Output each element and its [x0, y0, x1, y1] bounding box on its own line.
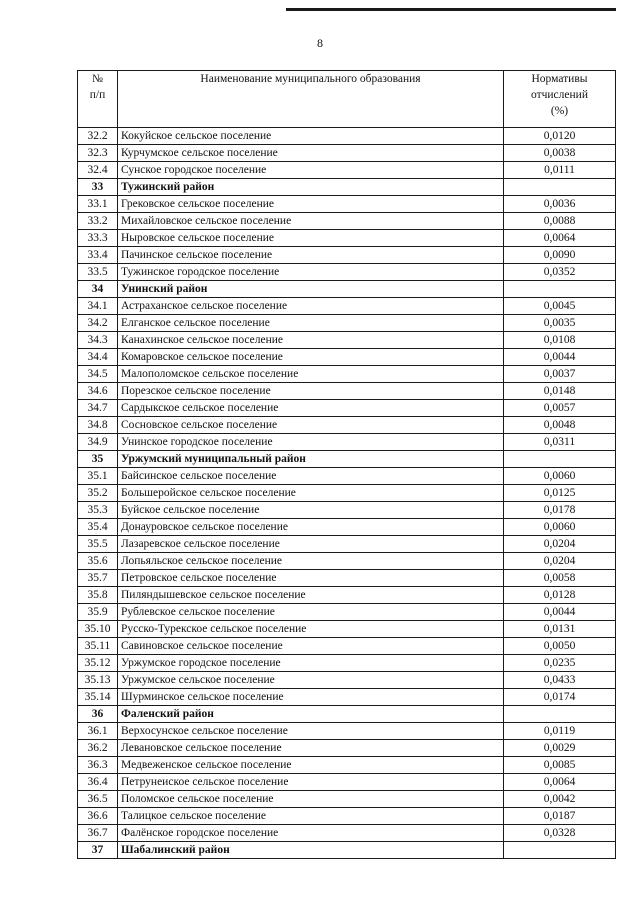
- row-number: 35.12: [78, 655, 118, 672]
- table-row: [78, 502, 616, 519]
- municipality-name: Фалёнское городское поселение: [118, 825, 504, 842]
- row-number: 33: [78, 179, 118, 196]
- row-number: 35: [78, 451, 118, 468]
- normative-value: 0,0035: [504, 315, 616, 332]
- municipality-name: Донауровское сельское поселение: [118, 519, 504, 536]
- row-number: 35.14: [78, 689, 118, 706]
- municipality-name: Малополомское сельское поселение: [118, 366, 504, 383]
- normative-value: [504, 281, 616, 298]
- table-row: [78, 162, 616, 179]
- municipality-name: Грековское сельское поселение: [118, 196, 504, 213]
- header-number-sign: №: [92, 73, 103, 85]
- row-number: 36.6: [78, 808, 118, 825]
- table-row: [78, 332, 616, 349]
- normative-value: 0,0064: [504, 774, 616, 791]
- normatives-table: [77, 70, 616, 859]
- table-row: [78, 383, 616, 400]
- row-number: 35.9: [78, 604, 118, 621]
- normative-value: 0,0174: [504, 689, 616, 706]
- normative-value: 0,0111: [504, 162, 616, 179]
- normative-value: 0,0088: [504, 213, 616, 230]
- normative-value: 0,0058: [504, 570, 616, 587]
- table-row: [78, 638, 616, 655]
- table-row: [78, 621, 616, 638]
- district-row: [78, 842, 616, 859]
- normative-value: 0,0204: [504, 536, 616, 553]
- municipality-name: Савиновское сельское поселение: [118, 638, 504, 655]
- normative-value: 0,0090: [504, 247, 616, 264]
- row-number: 34.4: [78, 349, 118, 366]
- normative-value: 0,0128: [504, 587, 616, 604]
- row-number: 36.2: [78, 740, 118, 757]
- row-number: 34: [78, 281, 118, 298]
- row-number: 35.1: [78, 468, 118, 485]
- normative-value: 0,0235: [504, 655, 616, 672]
- table-row: [78, 366, 616, 383]
- normative-value: 0,0048: [504, 417, 616, 434]
- municipality-name: Левановское сельское поселение: [118, 740, 504, 757]
- row-number: 34.6: [78, 383, 118, 400]
- municipality-name: Лазаревское сельское поселение: [118, 536, 504, 553]
- municipality-name: Рублевское сельское поселение: [118, 604, 504, 621]
- municipality-name: Поломское сельское поселение: [118, 791, 504, 808]
- row-number: 34.9: [78, 434, 118, 451]
- municipality-name: Астраханское сельское поселение: [118, 298, 504, 315]
- row-number: 36.4: [78, 774, 118, 791]
- row-number: 33.4: [78, 247, 118, 264]
- normative-value: [504, 706, 616, 723]
- municipality-name: Порезское сельское поселение: [118, 383, 504, 400]
- row-number: 37: [78, 842, 118, 859]
- table-row: [78, 774, 616, 791]
- municipality-name: Пачинское сельское поселение: [118, 247, 504, 264]
- normative-value: 0,0036: [504, 196, 616, 213]
- page-number: 8: [317, 36, 323, 50]
- normative-value: 0,0060: [504, 519, 616, 536]
- table-row: [78, 791, 616, 808]
- row-number: 35.3: [78, 502, 118, 519]
- row-number: 32.3: [78, 145, 118, 162]
- header-normatives-line3: (%): [550, 105, 569, 117]
- municipality-name: Михайловское сельское поселение: [118, 213, 504, 230]
- normative-value: 0,0433: [504, 672, 616, 689]
- municipality-name: Кокуйское сельское поселение: [118, 128, 504, 145]
- row-number: 34.5: [78, 366, 118, 383]
- normative-value: [504, 179, 616, 196]
- row-number: 34.1: [78, 298, 118, 315]
- district-name: Уржумский муниципальный район: [118, 451, 504, 468]
- row-number: 35.6: [78, 553, 118, 570]
- normative-value: 0,0178: [504, 502, 616, 519]
- normative-value: 0,0029: [504, 740, 616, 757]
- normative-value: 0,0352: [504, 264, 616, 281]
- municipality-name: Курчумское сельское поселение: [118, 145, 504, 162]
- top-rule: [286, 8, 616, 11]
- municipality-name: Комаровское сельское поселение: [118, 349, 504, 366]
- table-row: [78, 553, 616, 570]
- municipality-name: Петровское сельское поселение: [118, 570, 504, 587]
- table-row: [78, 264, 616, 281]
- row-number: 34.7: [78, 400, 118, 417]
- row-number: 33.1: [78, 196, 118, 213]
- row-number: 36.7: [78, 825, 118, 842]
- municipality-name: Буйское сельское поселение: [118, 502, 504, 519]
- municipality-name: Уржумское сельское поселение: [118, 672, 504, 689]
- normative-value: 0,0187: [504, 808, 616, 825]
- table-row: [78, 400, 616, 417]
- table-row: [78, 689, 616, 706]
- row-number: 35.7: [78, 570, 118, 587]
- normative-value: 0,0311: [504, 434, 616, 451]
- table-row: [78, 570, 616, 587]
- normative-value: 0,0042: [504, 791, 616, 808]
- district-name: Шабалинский район: [118, 842, 504, 859]
- row-number: 35.5: [78, 536, 118, 553]
- district-name: Тужинский район: [118, 179, 504, 196]
- table-row: [78, 196, 616, 213]
- normative-value: 0,0328: [504, 825, 616, 842]
- municipality-name: Уржумское городское поселение: [118, 655, 504, 672]
- row-number: 35.8: [78, 587, 118, 604]
- row-number: 35.13: [78, 672, 118, 689]
- row-number: 33.5: [78, 264, 118, 281]
- municipality-name: Тужинское городское поселение: [118, 264, 504, 281]
- normative-value: [504, 451, 616, 468]
- municipality-name: Сардыкское сельское поселение: [118, 400, 504, 417]
- table-row: [78, 315, 616, 332]
- normative-value: 0,0204: [504, 553, 616, 570]
- header-normatives-line2: отчислений: [531, 89, 588, 101]
- normative-value: 0,0050: [504, 638, 616, 655]
- district-row: [78, 179, 616, 196]
- municipality-name: Байсинское сельское поселение: [118, 468, 504, 485]
- table-row: [78, 536, 616, 553]
- row-number: 35.4: [78, 519, 118, 536]
- municipality-name: Верхосунское сельское поселение: [118, 723, 504, 740]
- table-row: [78, 808, 616, 825]
- municipality-name: Талицкое сельское поселение: [118, 808, 504, 825]
- normative-value: 0,0108: [504, 332, 616, 349]
- table-row: [78, 298, 616, 315]
- district-row: [78, 706, 616, 723]
- municipality-name: Русско-Турекское сельское поселение: [118, 621, 504, 638]
- normative-value: 0,0064: [504, 230, 616, 247]
- header-normatives: [504, 71, 616, 128]
- table-row: [78, 128, 616, 145]
- municipality-name: Шурминское сельское поселение: [118, 689, 504, 706]
- district-row: [78, 451, 616, 468]
- row-number: 34.3: [78, 332, 118, 349]
- table-row: [78, 604, 616, 621]
- row-number: 36: [78, 706, 118, 723]
- table-row: [78, 468, 616, 485]
- row-number: 33.2: [78, 213, 118, 230]
- normative-value: [504, 842, 616, 859]
- table-row: [78, 213, 616, 230]
- header-normatives-line1: Нормативы: [531, 73, 588, 85]
- table-row: [78, 740, 616, 757]
- normative-value: 0,0085: [504, 757, 616, 774]
- table-body: [78, 128, 616, 859]
- table-row: [78, 757, 616, 774]
- municipality-name: Ныровское сельское поселение: [118, 230, 504, 247]
- row-number: 36.3: [78, 757, 118, 774]
- row-number: 36.1: [78, 723, 118, 740]
- table-row: [78, 587, 616, 604]
- municipality-name: Сосновское сельское поселение: [118, 417, 504, 434]
- normative-value: 0,0148: [504, 383, 616, 400]
- header-number: [78, 71, 118, 128]
- table-row: [78, 145, 616, 162]
- table-row: [78, 485, 616, 502]
- table-row: [78, 247, 616, 264]
- normative-value: 0,0060: [504, 468, 616, 485]
- normative-value: 0,0045: [504, 298, 616, 315]
- row-number: 33.3: [78, 230, 118, 247]
- municipality-name: Лопьяльское сельское поселение: [118, 553, 504, 570]
- municipality-name: Петрунеиское сельское поселение: [118, 774, 504, 791]
- table-row: [78, 825, 616, 842]
- municipality-name: Унинское городское поселение: [118, 434, 504, 451]
- normative-value: 0,0037: [504, 366, 616, 383]
- normative-value: 0,0120: [504, 128, 616, 145]
- table-row: [78, 519, 616, 536]
- row-number: 32.2: [78, 128, 118, 145]
- table-row: [78, 417, 616, 434]
- district-row: [78, 281, 616, 298]
- municipality-name: Большеройское сельское поселение: [118, 485, 504, 502]
- municipality-name: Елганское сельское поселение: [118, 315, 504, 332]
- row-number: 35.2: [78, 485, 118, 502]
- normative-value: 0,0044: [504, 604, 616, 621]
- row-number: 32.4: [78, 162, 118, 179]
- header-number-abbrev: п/п: [89, 89, 106, 101]
- municipality-name: Медвеженское сельское поселение: [118, 757, 504, 774]
- normative-value: 0,0125: [504, 485, 616, 502]
- normative-value: 0,0119: [504, 723, 616, 740]
- normative-value: 0,0044: [504, 349, 616, 366]
- table-header-row: [78, 71, 616, 128]
- table-row: [78, 723, 616, 740]
- table-row: [78, 349, 616, 366]
- district-name: Унинский район: [118, 281, 504, 298]
- municipality-name: Сунское городское поселение: [118, 162, 504, 179]
- table-row: [78, 434, 616, 451]
- row-number: 35.10: [78, 621, 118, 638]
- table-row: [78, 230, 616, 247]
- row-number: 36.5: [78, 791, 118, 808]
- table-row: [78, 672, 616, 689]
- municipality-name: Пиляндышевское сельское поселение: [118, 587, 504, 604]
- row-number: 34.2: [78, 315, 118, 332]
- table-row: [78, 655, 616, 672]
- row-number: 35.11: [78, 638, 118, 655]
- header-name: Наименование муниципального образования: [118, 71, 504, 128]
- municipality-name: Канахинское сельское поселение: [118, 332, 504, 349]
- row-number: 34.8: [78, 417, 118, 434]
- normative-value: 0,0038: [504, 145, 616, 162]
- normative-value: 0,0131: [504, 621, 616, 638]
- district-name: Фаленский район: [118, 706, 504, 723]
- normative-value: 0,0057: [504, 400, 616, 417]
